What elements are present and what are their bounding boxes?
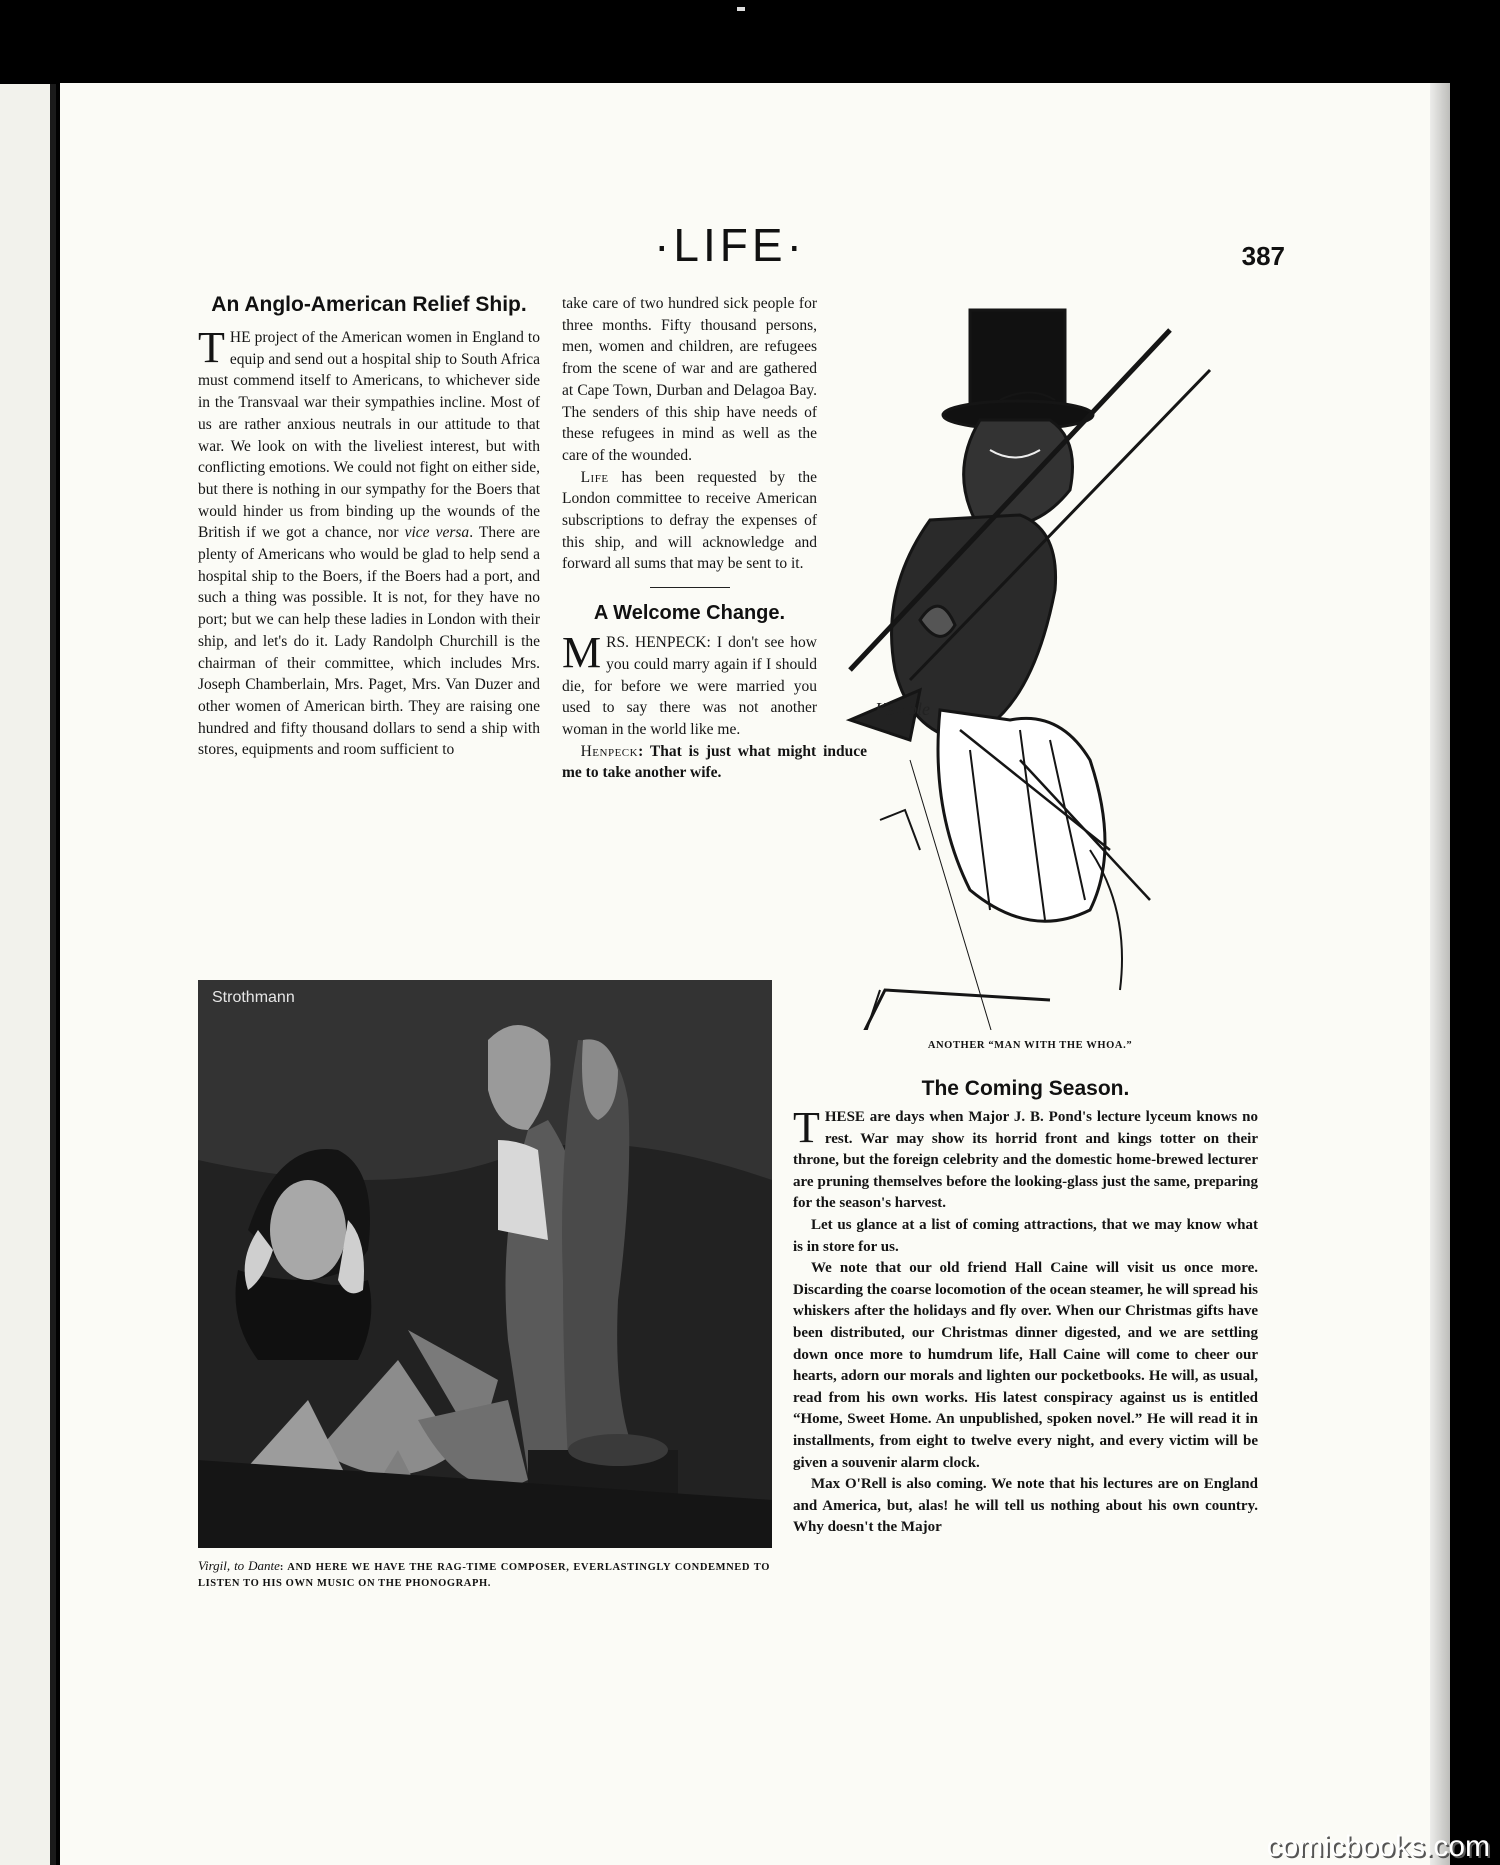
facing-page-edge [0,84,56,1865]
relief-ship-text-1 [198,323,541,761]
relief-ship-text-3 [562,467,817,576]
coachman-illustration [790,290,1230,1030]
welcome-change-line-1 [562,628,818,741]
welcome-change-line-2-body: : That is just what might induce me to take another wife. [562,742,867,782]
coming-season-text-1 [793,1103,1258,1215]
relief-ship-column-1 [198,292,540,761]
coming-season-text-3: We note that our old friend Hall Caine will visit us once more. Discarding the coarse locomotion of the ocean steamer, he will spread his whiskers after the holidays and fly over. When our Christmas gifts have been distributed, our Christmas dinner digested, and we are settling down once more to humdrum life, Hall Caine will come to cheer our hearts, adorn our morals and lighten our pocketbooks. He will, as usual, read from his own works. His latest conspiracy against us is entitled “Home, Sweet Home. An unpublished, spoken novel.” He will read it in installments, from eight to twelve every night, and every victim will be given a souvenir alarm clock. [793,1260,1258,1471]
coming-season-text-1-body: HESE are days when Major J. B. Pond's lecture lyceum knows no rest. War may show its horrid front and kings totter on their throne, but the foreign celebrity and the domestic home-brewed lecturer are pruning themselves before the looking-glass just the same, preparing for the season's harvest. [793,1109,1258,1212]
relief-ship-text-3-body: has been requested by the London committee to receive American subscriptions to defray the expenses of this ship, and will acknowledge and forward all sums that may be sent to it. [562,468,817,573]
coming-season-text-2: Let us glance at a list of coming attractions, that we may know what is in store for us. [793,1216,1258,1255]
relief-ship-dropcap: T [198,323,225,372]
relief-ship-title: An Anglo-American Relief Ship. [211,293,527,316]
welcome-change-speaker-1: RS. HENPECK: [606,634,711,652]
virgil-dante-caption-body: : AND HERE WE HAVE THE RAG-TIME COMPOSER, EVERLASTINGLY CONDEMNED TO LISTEN TO HIS OWN MUSIC ON THE PHONOGRAPH. [198,1562,770,1589]
page-edge-shadow [1430,83,1450,1865]
life-word: Life [580,468,609,486]
virgil-dante-illustration [198,980,772,1548]
welcome-change-dropcap: M [562,628,602,678]
coming-season-title: The Coming Season. [921,1077,1130,1100]
relief-ship-column-2 [562,293,867,784]
coachman-signature: Kemble [875,699,930,719]
masthead: ·LIFE· [654,219,806,271]
virgil-dante-caption-speaker: Virgil, to Dante [198,1558,280,1573]
relief-ship-text-1-rest: . There are plenty of Americans who would be glad to help send a hospital ship to the Boers, if the Boers had a port, and such a thing was possible. It is not, for they have no port; but we can help these ladies in London with their ship, and let's do it. Lady Randolph Churchill is the chairman of their committee, which includes Mrs. Joseph Chamberlain, Mrs. Paget, Mrs. Van Duzer and other women of American birth. They are raising one hundred and fifty thousand dollars to send a ship with stores, equipments and room sufficient to [198,524,541,759]
coachman-caption: ANOTHER “MAN WITH THE WHOA.” [927,1040,1133,1051]
welcome-change-title: A Welcome Change. [593,602,786,625]
welcome-change-speaker-2: Henpeck [580,742,639,760]
coming-season-dropcap: T [793,1103,820,1152]
page-number: 387 [1241,241,1285,271]
relief-ship-text-1-body: HE project of the American women in England to equip and send out a hospital ship to South Africa must commend itself to Americans, to whichever side in the Transvaal war their sympathies incline. Most of us are rather anxious neutrals in our attitude to that war. We look on with the liveliest interest, but with conflicting emotions. We could not fight on either side, but there is nothing in our sympathy for the Boers that would hinder us from binding up the wounds of the British if we got a chance, nor [198,329,540,542]
coming-season-text-4: Max O'Rell is also coming. We note that his lectures are on England and America, but, alas! he will tell us nothing about his own country. Why doesn't the Major [793,1476,1258,1536]
watermark: comicbooks.com [1266,1830,1490,1863]
relief-ship-italic: vice versa [404,524,470,542]
scan-speck [737,7,745,11]
virgil-dante-signature: Strothmann [212,989,295,1006]
coachman-cartoon [790,290,1230,1030]
virgil-dante-cartoon [198,980,772,1548]
coming-season-column [793,1075,1258,1539]
welcome-change-line-1-body: I don't see how you could marry again if I should die, for before we were married you used to say there was not another woman in the world like me. [562,634,818,738]
virgil-dante-caption [198,1558,770,1592]
relief-ship-text-2: take care of two hundred sick people for three months. Fifty thousand persons, men, women and children, are refugees from the scene of war and are gathered at Cape Town, Durban and Delagoa Bay. The senders of this ship have needs of these refugees in mind as well as the care of the wounded. [562,295,817,464]
section-divider [650,587,730,588]
